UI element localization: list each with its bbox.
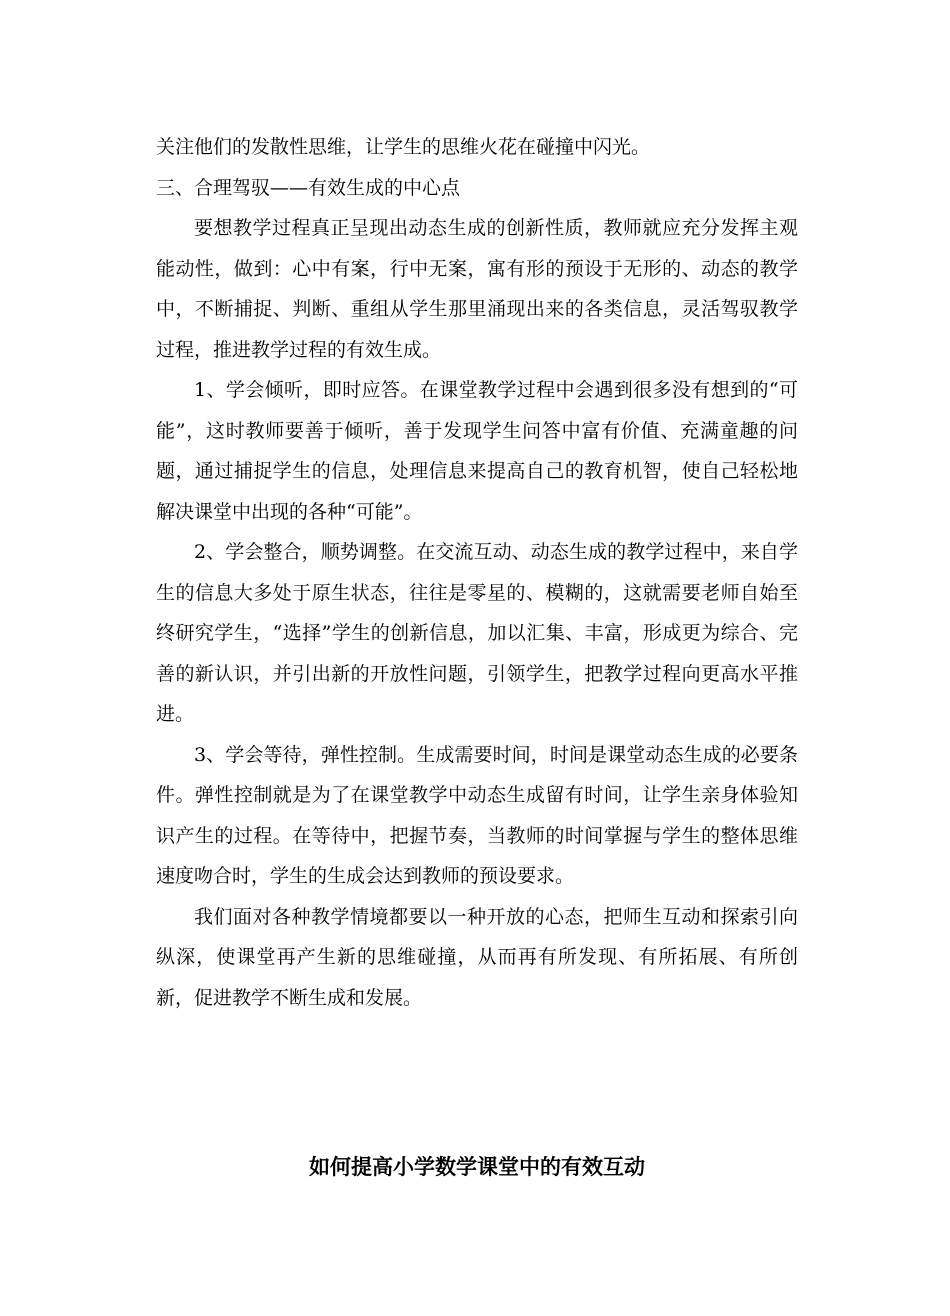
paragraph: 3、学会等待，弹性控制。生成需要时间，时间是课堂动态生成的必要条件。弹性控制就是为了在课堂教学中动态生成留有时间，让学生亲身体验知识产生的过程。在等待中，把握节奏，当教师的时间掌握与学生的整体思维速度吻合时，学生的生成会达到教师的预设要求。 xyxy=(156,743,798,887)
article-title: 如何提高小学数学课堂中的有效互动 xyxy=(309,1154,645,1179)
paragraph-continuation: 关注他们的发散性思维，让学生的思维火花在碰撞中闪光。 xyxy=(156,136,651,158)
section-heading: 三、合理驾驭——有效生成的中心点 xyxy=(156,176,461,199)
paragraph: 2、学会整合，顺势调整。在交流互动、动态生成的教学过程中，来自学生的信息大多处于原生状态，往往是零星的、模糊的，这就需要老师自始至终研究学生，“选择”学生的创新信息，加以汇集、丰富，形成更为综合、完善的新认识，并引出新的开放性问题，引领学生，把教学过程向更高水平推进。 xyxy=(156,541,798,725)
paragraph: 要想教学过程真正呈现出动态生成的创新性质，教师就应充分发挥主观能动性，做到：心中有案，行中无案，寓有形的预设于无形的、动态的教学中，不断捕捉、判断、重组从学生那里涌现出来的各类信息，灵活驾驭教学过程，推进教学过程的有效生成。 xyxy=(156,217,798,361)
paragraph: 1、学会倾听，即时应答。在课堂教学过程中会遇到很多没有想到的“可能”，这时教师要善于倾听，善于发现学生问答中富有价值、充满童趣的问题，通过捕捉学生的信息，处理信息来提高自己的教育机智，使自己轻松地解决课堂中出现的各种“可能”。 xyxy=(156,379,798,523)
document-body xyxy=(156,127,798,1018)
paragraph: 我们面对各种教学情境都要以一种开放的心态，把师生互动和探索引向纵深，使课堂再产生新的思维碰撞，从而再有所发现、有所拓展、有所创新，促进教学不断生成和发展。 xyxy=(156,905,798,1009)
